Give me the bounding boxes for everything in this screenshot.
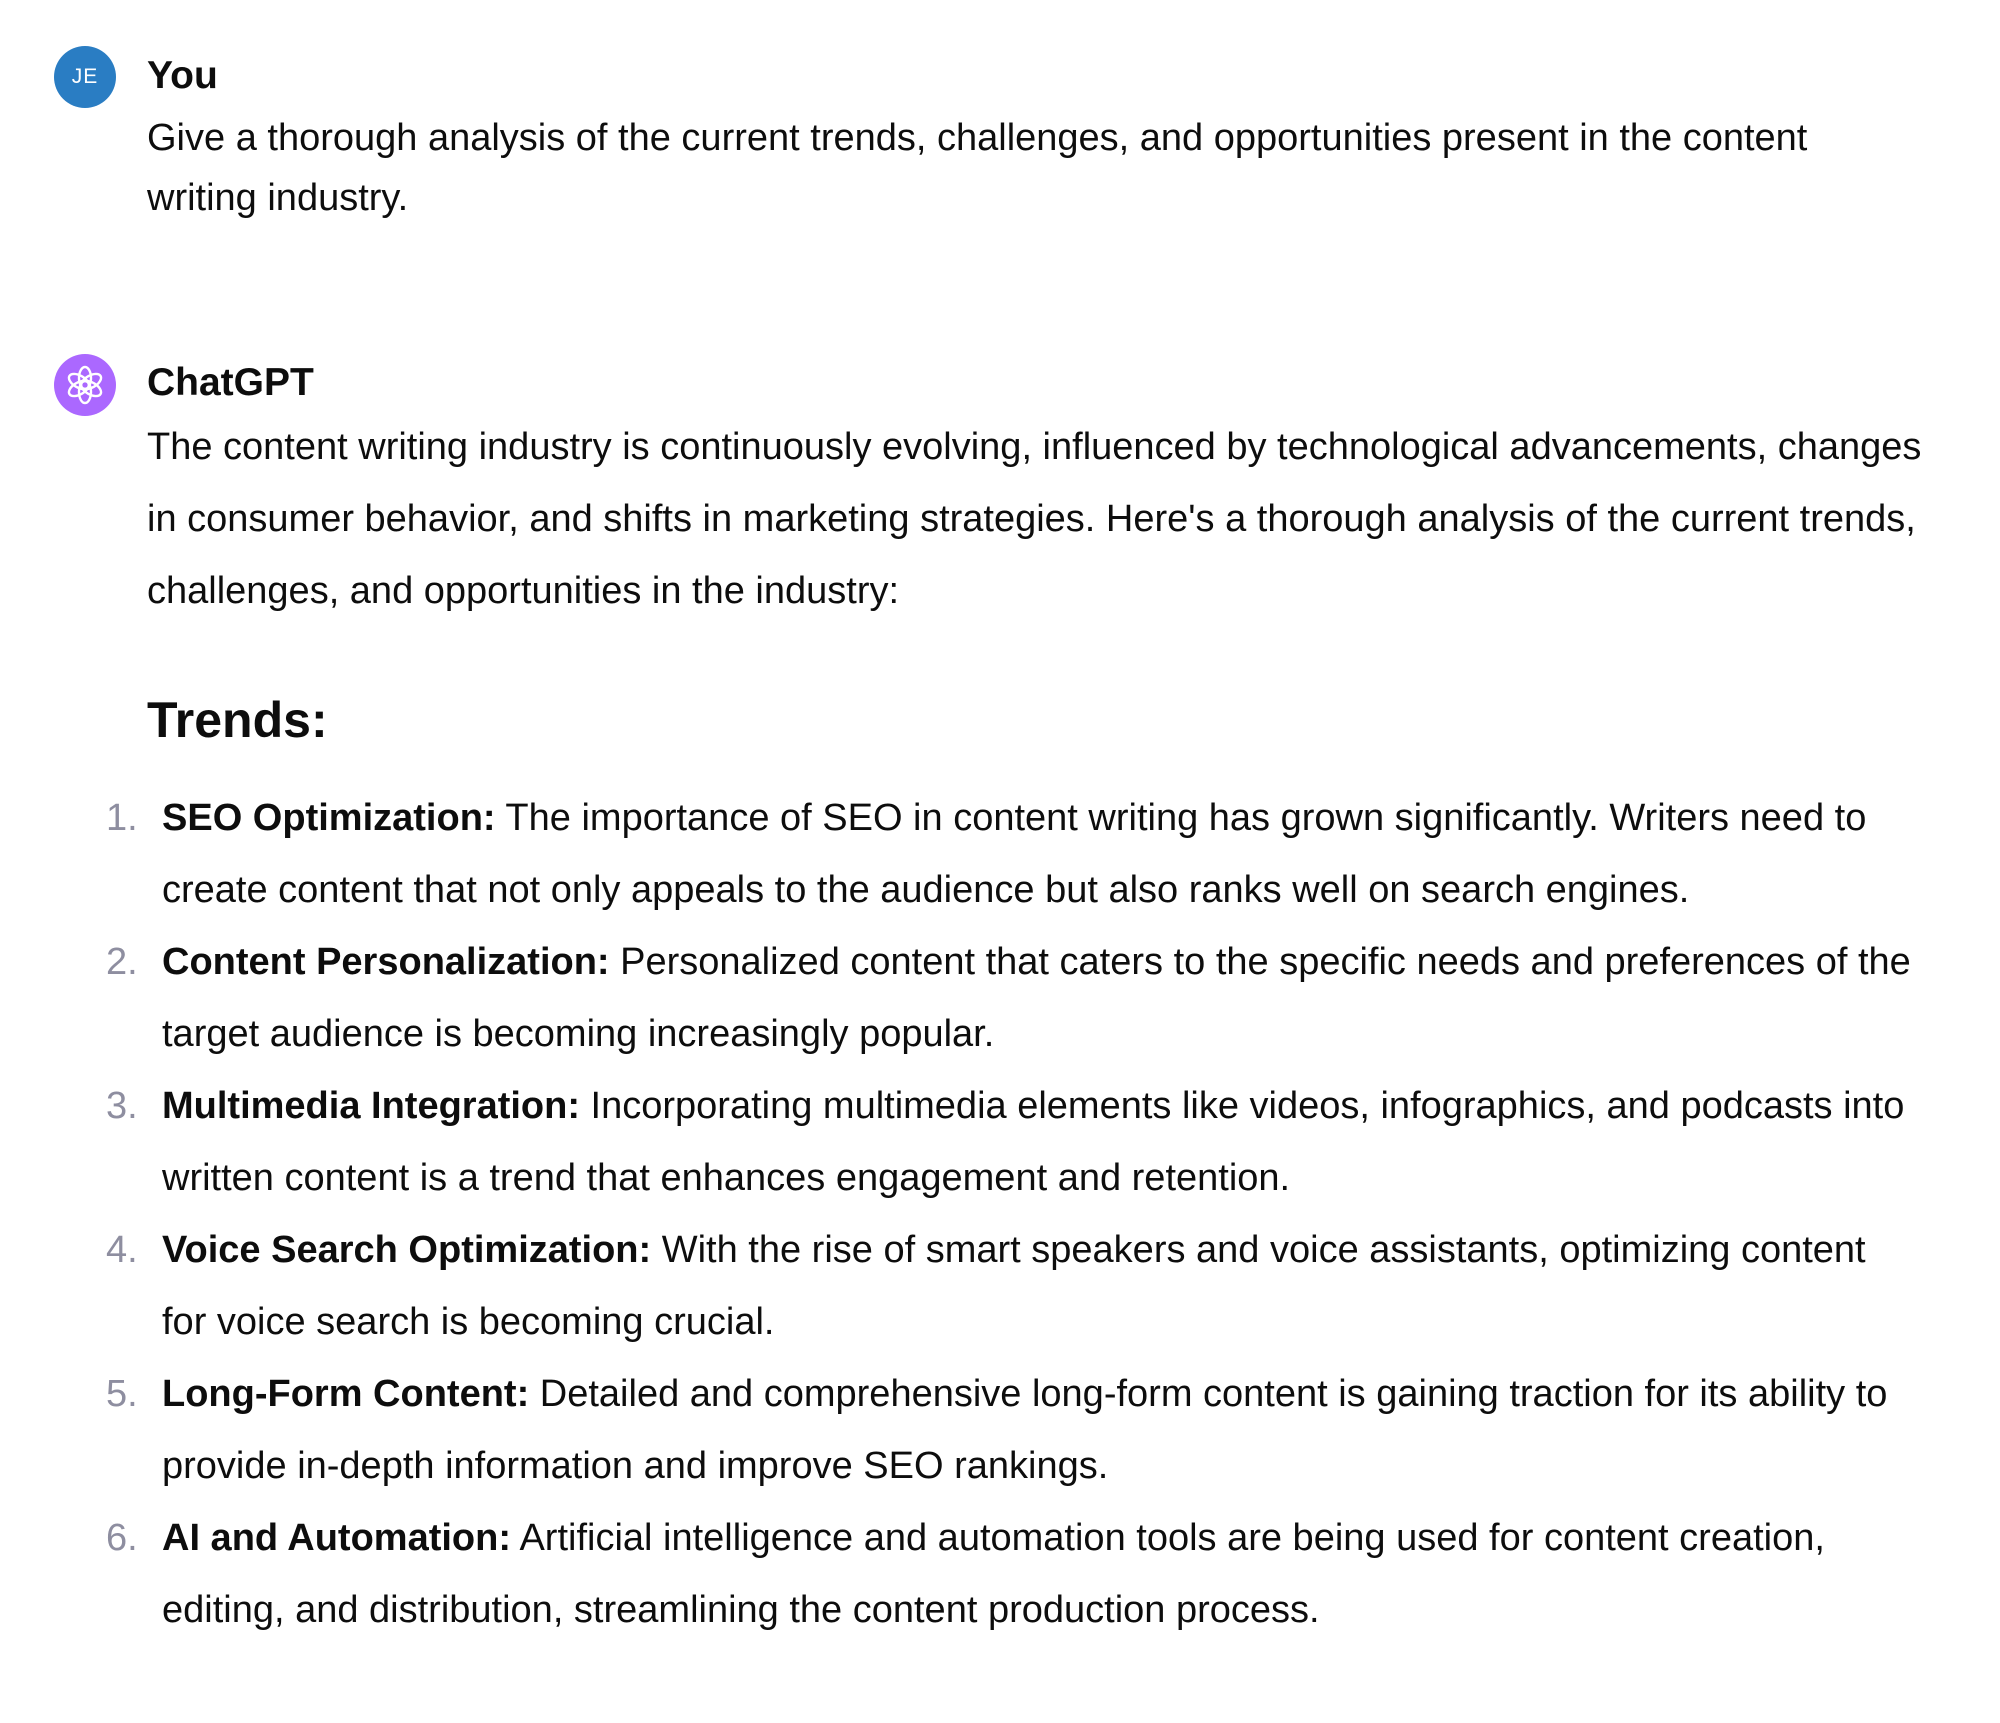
chatgpt-avatar (54, 354, 116, 416)
trend-term: SEO Optimization: (162, 797, 496, 839)
trend-term: Voice Search Optimization: (162, 1229, 652, 1271)
trend-item (0, 926, 1920, 1070)
trend-term: Content Personalization: (162, 941, 610, 983)
user-avatar-initials: JE (71, 65, 99, 88)
openai-logo-icon (65, 365, 105, 405)
trend-number: 4. (106, 1229, 138, 1271)
trend-item (0, 1070, 1920, 1214)
trend-item (0, 782, 1920, 926)
trend-description: With the rise of smart speakers and voice assistants, optimizing content for voice search is becoming crucial. (162, 1229, 1866, 1343)
trend-term: Long-Form Content: (162, 1373, 530, 1415)
trend-number: 1. (106, 797, 138, 839)
chatgpt-author-name: ChatGPT (147, 361, 314, 404)
trend-number: 2. (106, 941, 138, 983)
trend-description: Incorporating multimedia elements like videos, infographics, and podcasts into written content is a trend that enhances engagement and retention. (162, 1085, 1905, 1199)
trend-description: Artificial intelligence and automation tools are being used for content creation, editing, and distribution, streamlining the content production process. (162, 1517, 1825, 1631)
trends-heading: Trends: (147, 692, 328, 748)
assistant-intro-text: The content writing industry is continuously evolving, influenced by technological advancements, changes in consumer behavior, and shifts in marketing strategies. Here's a thorough analysis of the current trends, challenges, and opportunities in the industry: (147, 426, 1922, 612)
user-avatar (54, 46, 116, 108)
trend-term: Multimedia Integration: (162, 1085, 580, 1127)
trend-description: Personalized content that caters to the specific needs and preferences of the target audience is becoming increasingly popular. (162, 941, 1911, 1055)
trend-description: Detailed and comprehensive long-form content is gaining traction for its ability to provide in-depth information and improve SEO rankings. (162, 1373, 1888, 1487)
trend-number: 3. (106, 1085, 138, 1127)
trend-number: 6. (106, 1517, 138, 1559)
trend-description: The importance of SEO in content writing has grown significantly. Writers need to create content that not only appeals to the audience but also ranks well on search engines. (162, 797, 1867, 911)
trend-item (0, 1502, 1920, 1646)
trend-number: 5. (106, 1373, 138, 1415)
trend-item (0, 1358, 1920, 1502)
trend-term: AI and Automation: (162, 1517, 511, 1559)
user-message-text: Give a thorough analysis of the current trends, challenges, and opportunities present in the content writing industry. (147, 117, 1808, 219)
trend-item (0, 1214, 1920, 1358)
trends-list (0, 782, 1920, 1646)
user-author-name: You (147, 54, 218, 97)
